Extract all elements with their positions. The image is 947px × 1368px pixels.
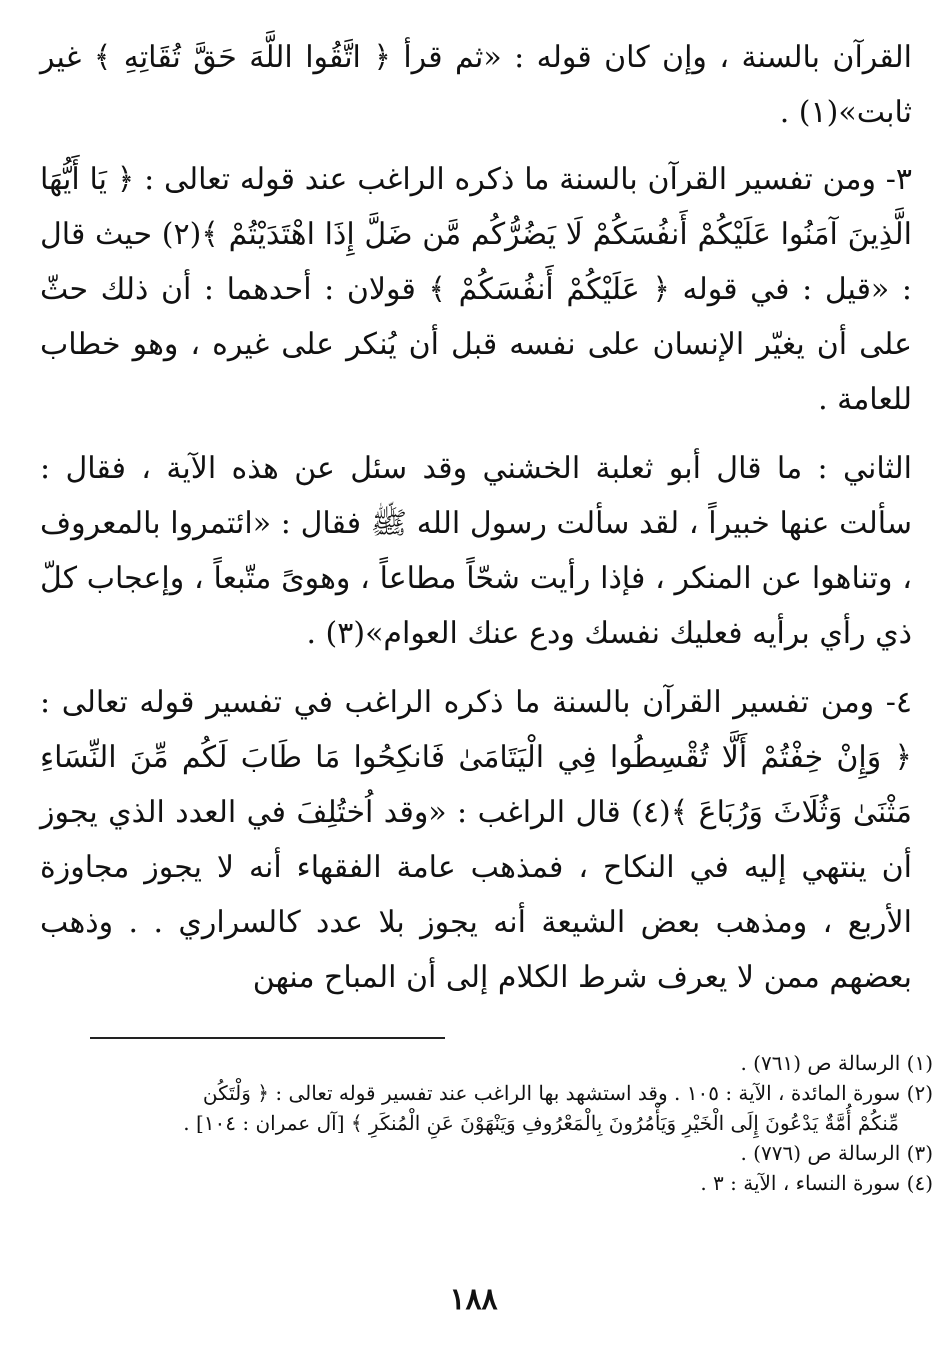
footnote-3: (٣) الرسالة ص (٧٧٦) . xyxy=(740,1141,933,1165)
page-number: ١٨٨ xyxy=(449,1282,498,1317)
footnote-2-continuation: مِّنكُمْ أُمَّةٌ يَدْعُونَ إِلَى الْخَيْرِ وَيَأْمُرُونَ بِالْمَعْرُوفِ وَيَنْهَوْنَ عَنِ الْمُنكَرِ ﴾ [آل عمران : ١٠٤] . xyxy=(183,1111,899,1135)
paragraph-3: الثاني : ما قال أبو ثعلبة الخشني وقد سئل عن هذه الآية ، فقال : سألت عنها خبيراً ، لقد سألت رسول الله ﷺ فقال : «ائتمروا بالمعروف ، وتناهوا عن المنكر ، فإذا رأيت شحّاً مطاعاً ، وهوىً متّبعاً ، وإعجاب كلّ ذي رأي برأيه فعليك نفسك ودع عنك العوام»(٣) . xyxy=(40,451,912,651)
footnote-divider xyxy=(90,1037,445,1039)
paragraph-1: القرآن بالسنة ، وإن كان قوله : «ثم قرأ ﴿ اتَّقُوا اللَّهَ حَقَّ تُقَاتِهِ ﴾ غير ثابت»(١) . xyxy=(40,40,912,130)
footnote-4: (٤) سورة النساء ، الآية : ٣ . xyxy=(700,1171,933,1195)
paragraph-4: ٤- ومن تفسير القرآن بالسنة ما ذكره الراغب في تفسير قوله تعالى : ﴿ وَإِنْ خِفْتُمْ أَلَّا تُقْسِطُوا فِي الْيَتَامَىٰ فَانكِحُوا مَا طَابَ لَكُم مِّنَ النِّسَاءِ مَثْنَىٰ وَثُلَاثَ وَرُبَاعَ ﴾(٤) قال الراغب : «وقد اُختُلِفَ في العدد الذي يجوز أن ينتهي إليه في النكاح ، فمذهب عامة الفقهاء أنه لا يجوز مجاوزة الأربع ، ومذهب بعض الشيعة أنه يجوز بلا عدد كالسراري . . وذهب بعضهم ممن لا يعرف شرط الكلام إلى أن المباح منهن xyxy=(40,685,912,995)
footnote-2: (٢) سورة المائدة ، الآية : ١٠٥ . وقد استشهد بها الراغب عند تفسير قوله تعالى : ﴿ وَلْتَكُن xyxy=(202,1081,933,1105)
footnotes xyxy=(75,1048,933,1198)
footnote-1: (١) الرسالة ص (٧٦١) . xyxy=(740,1051,933,1075)
paragraph-2: ٣- ومن تفسير القرآن بالسنة ما ذكره الراغب عند قوله تعالى : ﴿ يَا أَيُّهَا الَّذِينَ آمَنُوا عَلَيْكُمْ أَنفُسَكُمْ لَا يَضُرُّكُم مَّن ضَلَّ إِذَا اهْتَدَيْتُمْ ﴾(٢) حيث قال : «قيل : في قوله ﴿ عَلَيْكُمْ أَنفُسَكُمْ ﴾ قولان : أحدهما : أن ذلك حثّ على أن يغيّر الإنسان على نفسه قبل أن يُنكر على غيره ، وهو خطاب للعامة . xyxy=(40,162,912,417)
